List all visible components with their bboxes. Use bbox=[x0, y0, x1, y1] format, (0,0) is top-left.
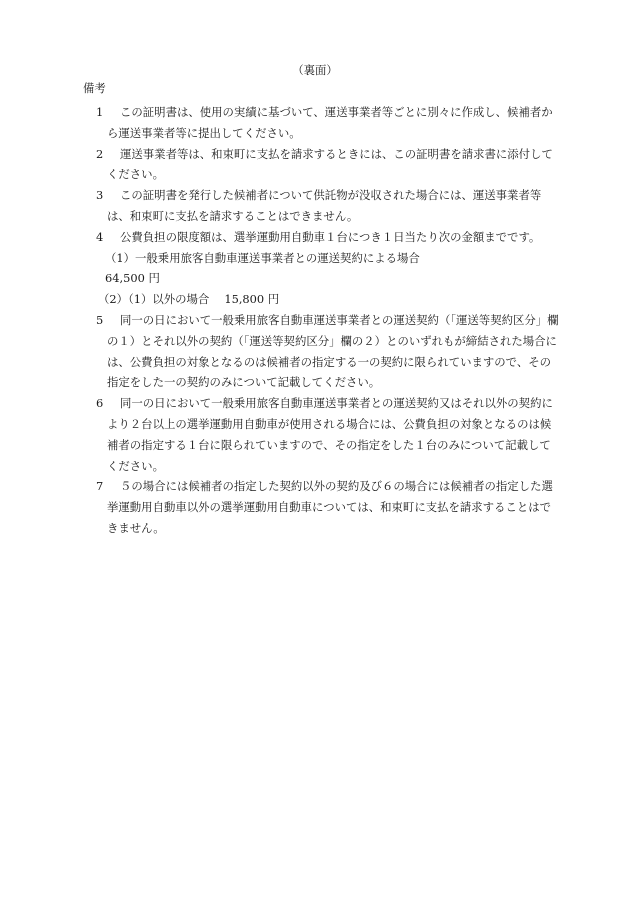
note-sub-item-2 bbox=[0, 289, 453, 310]
note-text: 同一の日において一般乗用旅客自動車運送事業者との運送契約（「運送等契約区分」欄の１）とそれ以外の契約（「運送等契約区分」欄の２）とのいずれもが締結された場合には、公費負担の対象となるのは候補者の指定する一の契約に限られていますので、その指定をした一の契約のみについて記載してください。 bbox=[107, 312, 559, 390]
note-text: 公費負担の限度額は、選挙運動用自動車１台につき１日当たり次の金額までです。 bbox=[120, 229, 541, 244]
notes-list bbox=[0, 102, 630, 539]
note-text: 運送事業者等は、和束町に支払を請求するときには、この証明書を請求書に添付してください。 bbox=[107, 146, 553, 182]
note-number: 4 bbox=[96, 229, 104, 244]
note-item-2 bbox=[0, 144, 560, 186]
note-text: ５の場合には候補者の指定した契約以外の契約及び６の場合には候補者の指定した選挙運動用自動車以外の選挙運動用自動車については、和束町に支払を請求することはできません。 bbox=[107, 479, 553, 535]
note-item-5 bbox=[0, 310, 560, 393]
note-item-1 bbox=[0, 102, 560, 144]
note-number: 5 bbox=[96, 312, 104, 327]
note-item-6 bbox=[0, 393, 560, 476]
page-header: （裏面） bbox=[292, 63, 338, 77]
note-text: （1）一般乗用旅客自動車運送事業者との運送契約による場合 64,500 円 bbox=[105, 250, 432, 286]
note-number: 3 bbox=[96, 188, 104, 203]
note-text: （2）（1）以外の場合 15,800 円 bbox=[98, 292, 280, 307]
note-number: 1 bbox=[96, 105, 104, 119]
note-number: 6 bbox=[96, 396, 104, 411]
note-sub-item-1 bbox=[0, 248, 453, 290]
note-text: 同一の日において一般乗用旅客自動車運送事業者との運送契約又はそれ以外の契約により２台以上の選挙運動用自動車が使用される場合には、公費負担の対象となるのは候補者の指定する１台に限られていますので、その指定をした１台のみについて記載してください。 bbox=[107, 396, 553, 473]
note-item-7 bbox=[0, 476, 560, 538]
section-title: 備考 bbox=[83, 81, 106, 95]
note-item-4 bbox=[0, 227, 560, 248]
note-item-3 bbox=[0, 185, 560, 227]
note-text: この証明書を発行した候補者について供託物が没収された場合には、運送事業者等は、和束町に支払を請求することはできません。 bbox=[107, 188, 542, 223]
note-text: この証明書は、使用の実績に基づいて、運送事業者等ごとに別々に作成し、候補者から運送事業者等に提出してください。 bbox=[107, 105, 553, 140]
note-number: 7 bbox=[96, 479, 104, 494]
note-number: 2 bbox=[96, 146, 104, 161]
